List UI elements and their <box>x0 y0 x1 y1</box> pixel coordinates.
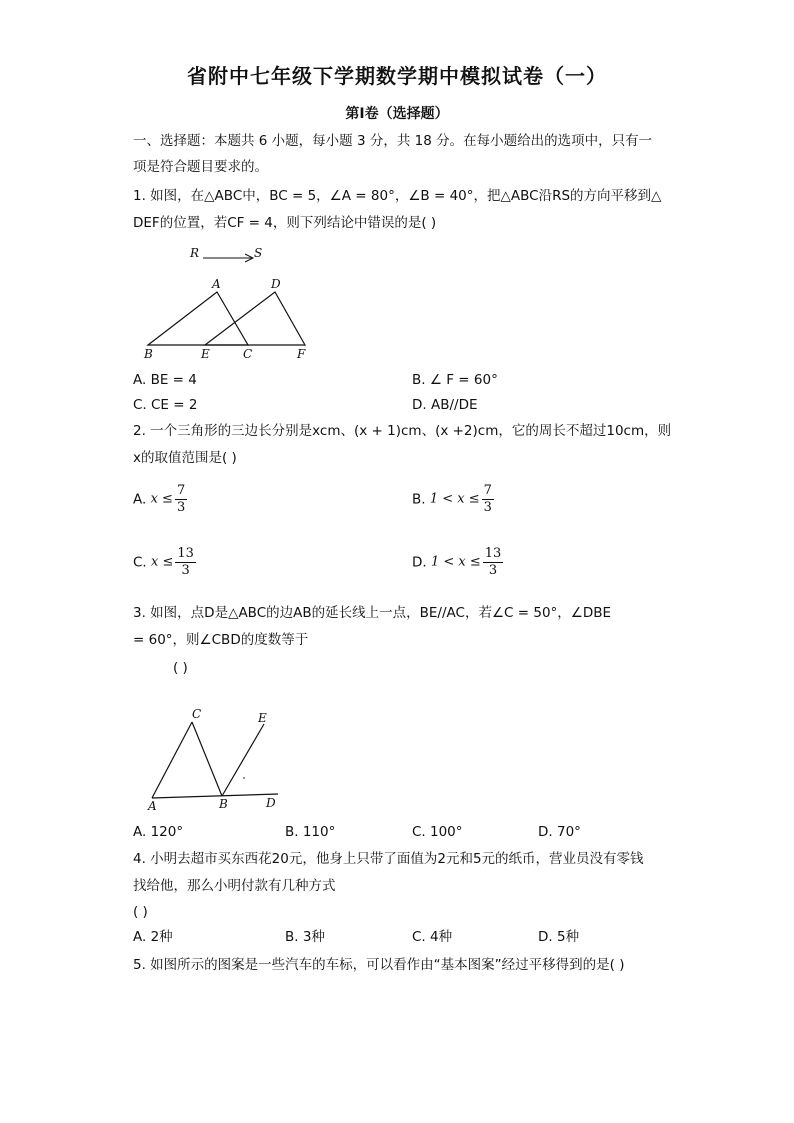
denominator: 3 <box>176 500 186 515</box>
triangle-abc <box>148 292 248 345</box>
fig1-label-b: B <box>144 347 153 361</box>
segment-ad <box>152 794 278 798</box>
q2-option-d-expr: 1 < x ≤ <box>430 554 481 570</box>
segment-ac <box>152 722 192 798</box>
q2-option-d-label: D. <box>412 554 427 571</box>
fig3-label-b: B <box>219 797 228 811</box>
fig1-label-c: C <box>243 347 253 361</box>
q2-option-b[interactable] <box>412 483 494 516</box>
q2-option-c-fraction <box>175 546 196 579</box>
q1-text-line2: DEF的位置，若CF = 4，则下列结论中错误的是( ) <box>133 215 437 231</box>
q2-option-b-expr: 1 < x ≤ <box>429 491 480 507</box>
q3-text-line1: 3. 如图，点D是△ABC的边AB的延长线上一点，BE//AC，若∠C = 50°，∠DBE <box>133 605 612 621</box>
q1-option-a[interactable]: A. BE = 4 <box>133 372 197 388</box>
small-dot <box>243 777 245 779</box>
fig1-label-a: A <box>212 277 221 291</box>
numerator: 13 <box>177 546 194 561</box>
q3-text-line3: ( ) <box>173 660 188 676</box>
q2-option-b-label: B. <box>412 491 426 508</box>
section-instruction-line1: 一、选择题：本题共 6 小题，每小题 3 分，共 18 分。在每小题给出的选项中，只有一 <box>133 133 653 149</box>
q3-option-b[interactable]: B. 110° <box>285 824 336 840</box>
q1-figure <box>135 240 325 365</box>
q2-option-c-label: C. <box>133 554 147 571</box>
segment-be <box>222 724 264 796</box>
q2-option-b-fraction <box>482 483 494 516</box>
q2-option-d-fraction <box>483 546 504 579</box>
q1-text-line1: 1. 如图，在△ABC中，BC = 5，∠A = 80°，∠B = 40°，把△ABC沿RS的方向平移到△ <box>133 188 662 204</box>
q1-option-d[interactable]: D. AB//DE <box>412 397 478 413</box>
q3-option-a[interactable]: A. 120° <box>133 824 184 840</box>
triangle-def <box>205 292 305 345</box>
q1-option-b[interactable]: B. ∠ F = 60° <box>412 372 498 388</box>
fig1-label-s: S <box>254 246 263 260</box>
fig1-label-d: D <box>271 277 281 291</box>
fig3-label-d: D <box>266 796 276 810</box>
denominator: 3 <box>488 563 498 578</box>
q2-option-a[interactable] <box>133 483 187 516</box>
q2-option-c[interactable] <box>133 546 196 579</box>
q4-text-line2: 找给他，那么小明付款有几种方式 <box>133 878 336 894</box>
fig1-label-e: E <box>201 347 210 361</box>
fig3-label-e: E <box>258 711 267 725</box>
q3-text-line2: = 60°，则∠CBD的度数等于 <box>133 632 309 648</box>
q5-text-line1: 5. 如图所示的图案是一些汽车的车标，可以看作由“基本图案”经过平移得到的是( ) <box>133 957 625 973</box>
fig1-label-f: F <box>297 347 306 361</box>
q4-option-a[interactable]: A. 2种 <box>133 929 173 945</box>
numerator: 13 <box>484 546 502 561</box>
paper-subtitle: 第Ⅰ卷（选择题） <box>345 106 449 122</box>
numerator: 7 <box>176 483 186 498</box>
fig3-label-a: A <box>148 799 157 813</box>
q4-option-c[interactable]: C. 4种 <box>412 929 453 945</box>
q4-option-d[interactable]: D. 5种 <box>538 929 580 945</box>
q3-option-d[interactable]: D. 70° <box>538 824 581 840</box>
q2-text-line2: x的取值范围是( ) <box>133 450 237 466</box>
page-title: 省附中七年级下学期数学期中模拟试卷（一） <box>187 64 607 88</box>
q2-option-a-fraction <box>175 483 187 516</box>
q3-figure <box>140 700 300 818</box>
numerator: 7 <box>483 483 492 498</box>
q2-option-c-expr: x ≤ <box>151 554 174 570</box>
q2-option-a-expr: x ≤ <box>150 491 173 507</box>
section-instruction-line2: 项是符合题目要求的。 <box>133 159 268 175</box>
fig1-label-r: R <box>190 246 200 260</box>
q4-text-line3: ( ) <box>133 904 148 920</box>
q2-option-a-label: A. <box>133 491 147 508</box>
segment-cb <box>192 722 222 796</box>
q1-option-c[interactable]: C. CE = 2 <box>133 397 198 413</box>
q2-option-d[interactable] <box>412 546 503 579</box>
q3-option-c[interactable]: C. 100° <box>412 824 463 840</box>
denominator: 3 <box>483 500 492 515</box>
fig3-label-c: C <box>192 707 202 721</box>
q4-option-b[interactable]: B. 3种 <box>285 929 325 945</box>
q2-text-line1: 2. 一个三角形的三边长分别是xcm、(x + 1)cm、(x +2)cm，它的周长不超过10cm，则 <box>133 423 672 439</box>
denominator: 3 <box>181 563 190 578</box>
q4-text-line1: 4. 小明去超市买东西花20元，他身上只带了面值为2元和5元的纸币，营业员没有零钱 <box>133 851 644 867</box>
